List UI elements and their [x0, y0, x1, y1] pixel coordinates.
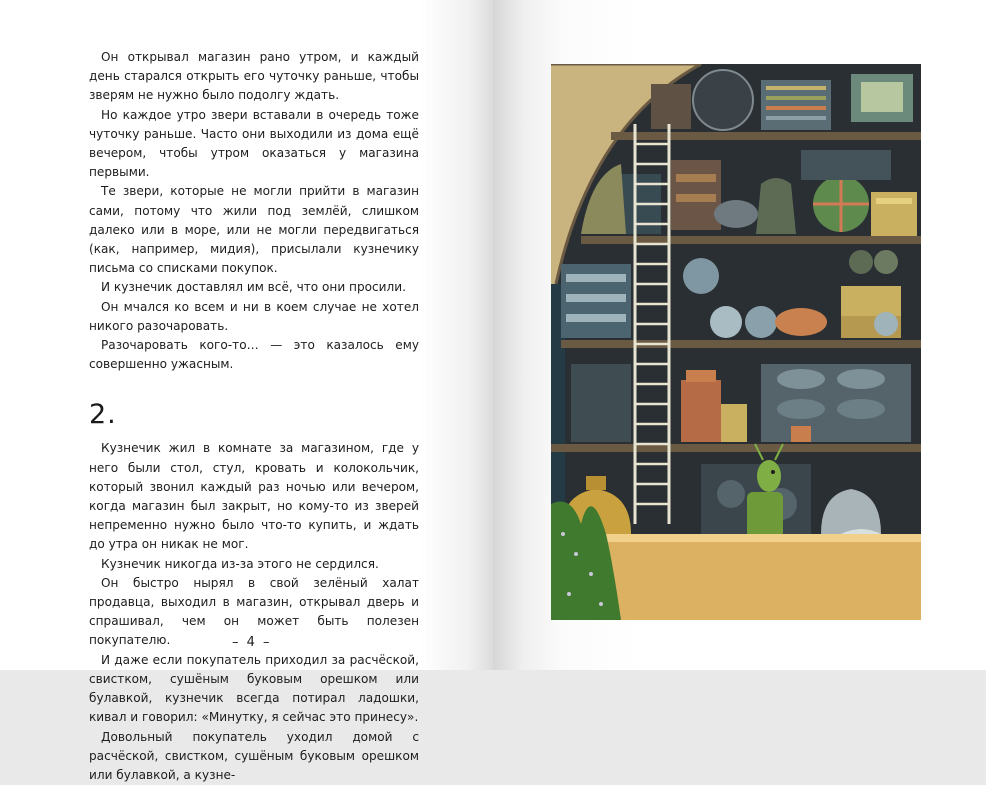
paragraph: И кузнечик доставлял им всё, что они просили.	[89, 278, 419, 297]
paragraph: Кузнечик жил в комнате за магазином, где у него были стол, стул, кровать и колокольчик, который звонил каждый раз ночью или вечером, когда магазин был закрыт, но кому-то из зверей непременно нужно было что-то купить, и ждать до утра он никак не мог.	[89, 439, 419, 554]
paragraph: Те звери, которые не могли прийти в магазин сами, потому что жили под землёй, слишком далеко или в море, или не могли передвигаться (как, например, мидия), присылали кузнечику письма со списками покупок.	[89, 182, 419, 278]
paragraph: Кузнечик никогда из-за этого не сердился.	[89, 555, 419, 574]
paragraph: Он открывал магазин рано утром, и каждый день старался открыть его чуточку раньше, чтобы зверям не нужно было подолгу ждать.	[89, 48, 419, 106]
paragraph: Довольный покупатель уходил домой с расчёской, свистком, сушёным буковым орешком или булавкой, а кузне-	[89, 728, 419, 785]
text-column	[89, 48, 419, 785]
paragraph: Он быстро нырял в свой зелёный халат продавца, выходил в магазин, открывал дверь и спрашивал, чем он может быть полезен покупателю.	[89, 574, 419, 651]
left-page	[0, 0, 493, 670]
paragraph: Но каждое утро звери вставали в очередь тоже чуточку раньше. Часто они выходили из дома ещё вечером, чтобы утром оказаться у магазина первыми.	[89, 106, 419, 183]
paragraph: Он мчался ко всем и ни в коем случае не хотел никого разочаровать.	[89, 298, 419, 336]
page-number: – 4 –	[232, 635, 272, 650]
chapter-number: 2.	[89, 401, 419, 428]
paragraph: Разочаровать кого-то… — это казалось ему совершенно ужасным.	[89, 336, 419, 374]
paragraph: И даже если покупатель приходил за расчёской, свистком, сушёным буковым орешком или булавкой, кузнечик всегда потирал ладошки, кивал и говорил: «Минутку, я сейчас это принесу».	[89, 651, 419, 728]
shop-illustration	[551, 64, 921, 620]
